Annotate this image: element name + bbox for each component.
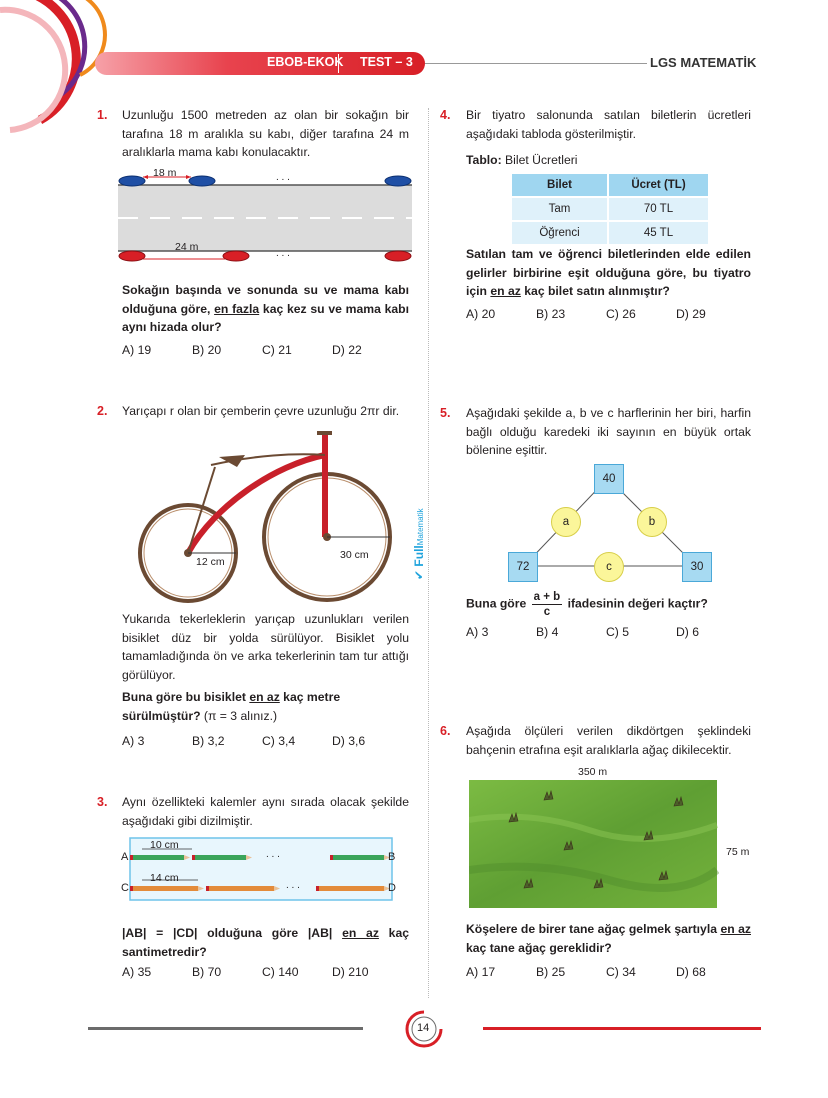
q2-bicycle-figure xyxy=(135,425,395,605)
q4-caption-bold: Tablo: xyxy=(466,153,502,167)
q3-prompt-b: kaç santimetredir? xyxy=(122,926,409,959)
q5-node-a: a xyxy=(551,507,581,537)
q2-big-radius: 30 cm xyxy=(340,549,369,561)
q5-frac-den: c xyxy=(543,606,551,618)
q4-option-d[interactable]: D) 29 xyxy=(676,307,706,321)
q3-prompt-ul: en az xyxy=(342,926,379,940)
q3-number: 3. xyxy=(97,795,108,809)
q1-text: Uzunluğu 1500 metreden az olan bir sokağın bir tarafına 18 m aralıkla su kabı, diğer tarafına 24 m aralıklarla mama kabı konulacaktır. xyxy=(122,108,409,159)
q6-option-b[interactable]: B) 25 xyxy=(536,965,566,979)
q1-street-figure xyxy=(115,165,415,270)
q6-prompt-a: Köşelere de birer tane ağaç gelmek şartıyla xyxy=(466,922,721,936)
q5-frac-num: a + b xyxy=(533,591,561,603)
table-row xyxy=(511,221,709,245)
q2-number: 2. xyxy=(97,404,108,418)
q1-top-label: 18 m xyxy=(153,167,177,179)
q4-ticket-table xyxy=(510,172,710,246)
q6-height-label: 75 m xyxy=(726,846,750,858)
q6-garden-figure xyxy=(469,780,719,910)
q6-options xyxy=(466,965,746,979)
brand-icon: ✔ xyxy=(412,569,426,580)
q2-text: Yarıçapı r olan bir çemberin çevre uzunluğu 2πr dir. xyxy=(122,404,400,418)
q6-number: 6. xyxy=(440,724,451,738)
column-divider xyxy=(428,108,429,998)
q6-prompt-ul: en az xyxy=(720,922,751,936)
q6-prompt xyxy=(466,920,751,957)
table-cell: 45 TL xyxy=(608,221,709,245)
brand-name: Full xyxy=(412,545,426,567)
q1-option-d[interactable]: D) 22 xyxy=(332,343,362,357)
q5-fraction xyxy=(532,590,563,619)
q1-options xyxy=(122,343,402,357)
q6-option-d[interactable]: D) 68 xyxy=(676,965,706,979)
q5-node-right: 30 xyxy=(682,552,712,582)
q3-prompt xyxy=(122,924,409,961)
q4-prompt-b: kaç bilet satın alınmıştır? xyxy=(520,284,670,298)
q1-bottom-dots: . . . xyxy=(276,248,290,259)
footer-line-left xyxy=(88,1027,363,1030)
q4-option-c[interactable]: C) 26 xyxy=(606,307,636,321)
q1-prompt-a: Sokağın başında ve sonunda su ve mama kabı olduğuna göre, xyxy=(122,283,409,316)
q3-dots-bottom: . . . xyxy=(286,880,300,891)
table-cell: Tam xyxy=(511,197,608,221)
q3-option-d[interactable]: D) 210 xyxy=(332,965,369,979)
q1-top-dots: . . . xyxy=(276,172,290,183)
q6-prompt-b: kaç tane ağaç gereklidir? xyxy=(466,940,612,955)
q5-node-c: c xyxy=(594,552,624,582)
q2-small-radius: 12 cm xyxy=(196,556,225,568)
q5-option-d[interactable]: D) 6 xyxy=(676,625,700,639)
q2-prompt-ul: en az xyxy=(249,690,280,704)
q3-options xyxy=(122,965,402,979)
q6-text: Aşağıda ölçüleri verilen dikdörtgen şeklindeki bahçenin etrafına eşit aralıklarla ağaç dikilecektir. xyxy=(466,724,751,757)
q5-node-left: 72 xyxy=(508,552,538,582)
header-subject: LGS MATEMATİK xyxy=(650,55,757,70)
q3-dots-top: . . . xyxy=(266,849,280,860)
q3-point-b: B xyxy=(388,851,396,863)
q4-prompt xyxy=(466,245,751,301)
q1-option-c[interactable]: C) 21 xyxy=(262,343,292,357)
corner-decoration xyxy=(0,0,110,140)
q1-prompt-b: kaç kez su ve mama kabı aynı hizada olur? xyxy=(122,301,409,334)
q5-number: 5. xyxy=(440,406,451,420)
q3-label-bottom: 14 cm xyxy=(150,872,179,884)
q3-option-b[interactable]: B) 70 xyxy=(192,965,222,979)
q4-number: 4. xyxy=(440,108,451,122)
q4-option-a[interactable]: A) 20 xyxy=(466,307,496,321)
table-header-cell: Bilet xyxy=(511,173,608,197)
q5-option-b[interactable]: B) 4 xyxy=(536,625,559,639)
page-number: 14 xyxy=(417,1022,430,1034)
q3-option-a[interactable]: A) 35 xyxy=(122,965,152,979)
brand-logo xyxy=(412,508,426,580)
q3-point-a: A xyxy=(121,851,129,863)
q6-option-c[interactable]: C) 34 xyxy=(606,965,636,979)
q1-prompt xyxy=(122,281,409,337)
q3-option-c[interactable]: C) 140 xyxy=(262,965,299,979)
q3-prompt-a: |AB| = |CD| olduğuna göre |AB| xyxy=(122,926,343,940)
q1-option-a[interactable]: A) 19 xyxy=(122,343,152,357)
q2-prompt-c: (π = 3 alınız.) xyxy=(200,708,278,723)
q2-option-c[interactable]: C) 3,4 xyxy=(262,734,296,748)
q6-option-a[interactable]: A) 17 xyxy=(466,965,496,979)
table-row xyxy=(511,197,709,221)
header-topic: EBOB-EKOK xyxy=(267,55,344,69)
header-test: TEST – 3 xyxy=(360,55,413,69)
q5-prompt-a: Buna göre xyxy=(466,596,530,611)
q2-text2: Yukarıda tekerleklerin yarıçap uzunlukları verilen bisiklet düz bir yolda sürülüyor. Bisiklet yolu tamamladığında ön ve arka tekerlerinin tam tur attığı görülüyor. xyxy=(122,612,409,682)
q5-options xyxy=(466,625,746,639)
q5-prompt-b: ifadesinin değeri kaçtır? xyxy=(564,596,708,611)
q2-prompt-b: kaç metre sürülmüştür? xyxy=(122,690,341,723)
q2-options xyxy=(122,734,402,748)
q4-table-caption xyxy=(466,151,578,170)
header-line xyxy=(425,63,647,64)
q2-prompt-a: Buna göre bu bisiklet xyxy=(122,690,250,704)
q5-node-b: b xyxy=(637,507,667,537)
q2-prompt xyxy=(122,688,409,725)
q3-point-c: C xyxy=(121,882,129,894)
q5-prompt xyxy=(466,590,751,619)
q6-width-label: 350 m xyxy=(578,766,608,778)
table-cell: Öğrenci xyxy=(511,221,608,245)
table-header-cell: Ücret (TL) xyxy=(608,173,709,197)
q4-options xyxy=(466,307,746,321)
q1-option-b[interactable]: B) 20 xyxy=(192,343,222,357)
q2-option-b[interactable]: B) 3,2 xyxy=(192,734,225,748)
q4-prompt-a: Satılan tam ve öğrenci biletlerinden elde edilen gelirler birbirine eşit olduğuna göre, bu tiyatro için xyxy=(466,247,751,298)
table-cell: 70 TL xyxy=(608,197,709,221)
q4-option-b[interactable]: B) 23 xyxy=(536,307,566,321)
q4-caption-text: Bilet Ücretleri xyxy=(501,153,578,167)
q3-point-d: D xyxy=(388,882,396,894)
q5-node-top: 40 xyxy=(594,464,624,494)
q2-option-a[interactable]: A) 3 xyxy=(122,734,145,748)
q3-text: Aynı özellikteki kalemler aynı sırada olacak şekilde aşağıdaki gibi dizilmiştir. xyxy=(122,795,409,828)
q5-option-a[interactable]: A) 3 xyxy=(466,625,489,639)
q1-bottom-label: 24 m xyxy=(175,241,199,253)
q4-text: Bir tiyatro salonunda satılan biletlerin ücretleri aşağıdaki tabloda gösterilmiştir. xyxy=(466,108,751,141)
footer-line-right xyxy=(483,1027,761,1030)
q3-label-top: 10 cm xyxy=(150,839,179,851)
table-header-row xyxy=(511,173,709,197)
q5-text: Aşağıdaki şekilde a, b ve c harflerinin her biri, harfin bağlı olduğu karedeki iki sayının en büyük ortak bölenine eşittir. xyxy=(466,406,751,457)
q2-option-d[interactable]: D) 3,6 xyxy=(332,734,366,748)
brand-sub: Matematik xyxy=(416,508,425,546)
q4-prompt-ul: en az xyxy=(490,284,521,298)
q1-number: 1. xyxy=(97,108,108,122)
q1-prompt-ul: en fazla xyxy=(214,301,260,316)
q5-option-c[interactable]: C) 5 xyxy=(606,625,630,639)
